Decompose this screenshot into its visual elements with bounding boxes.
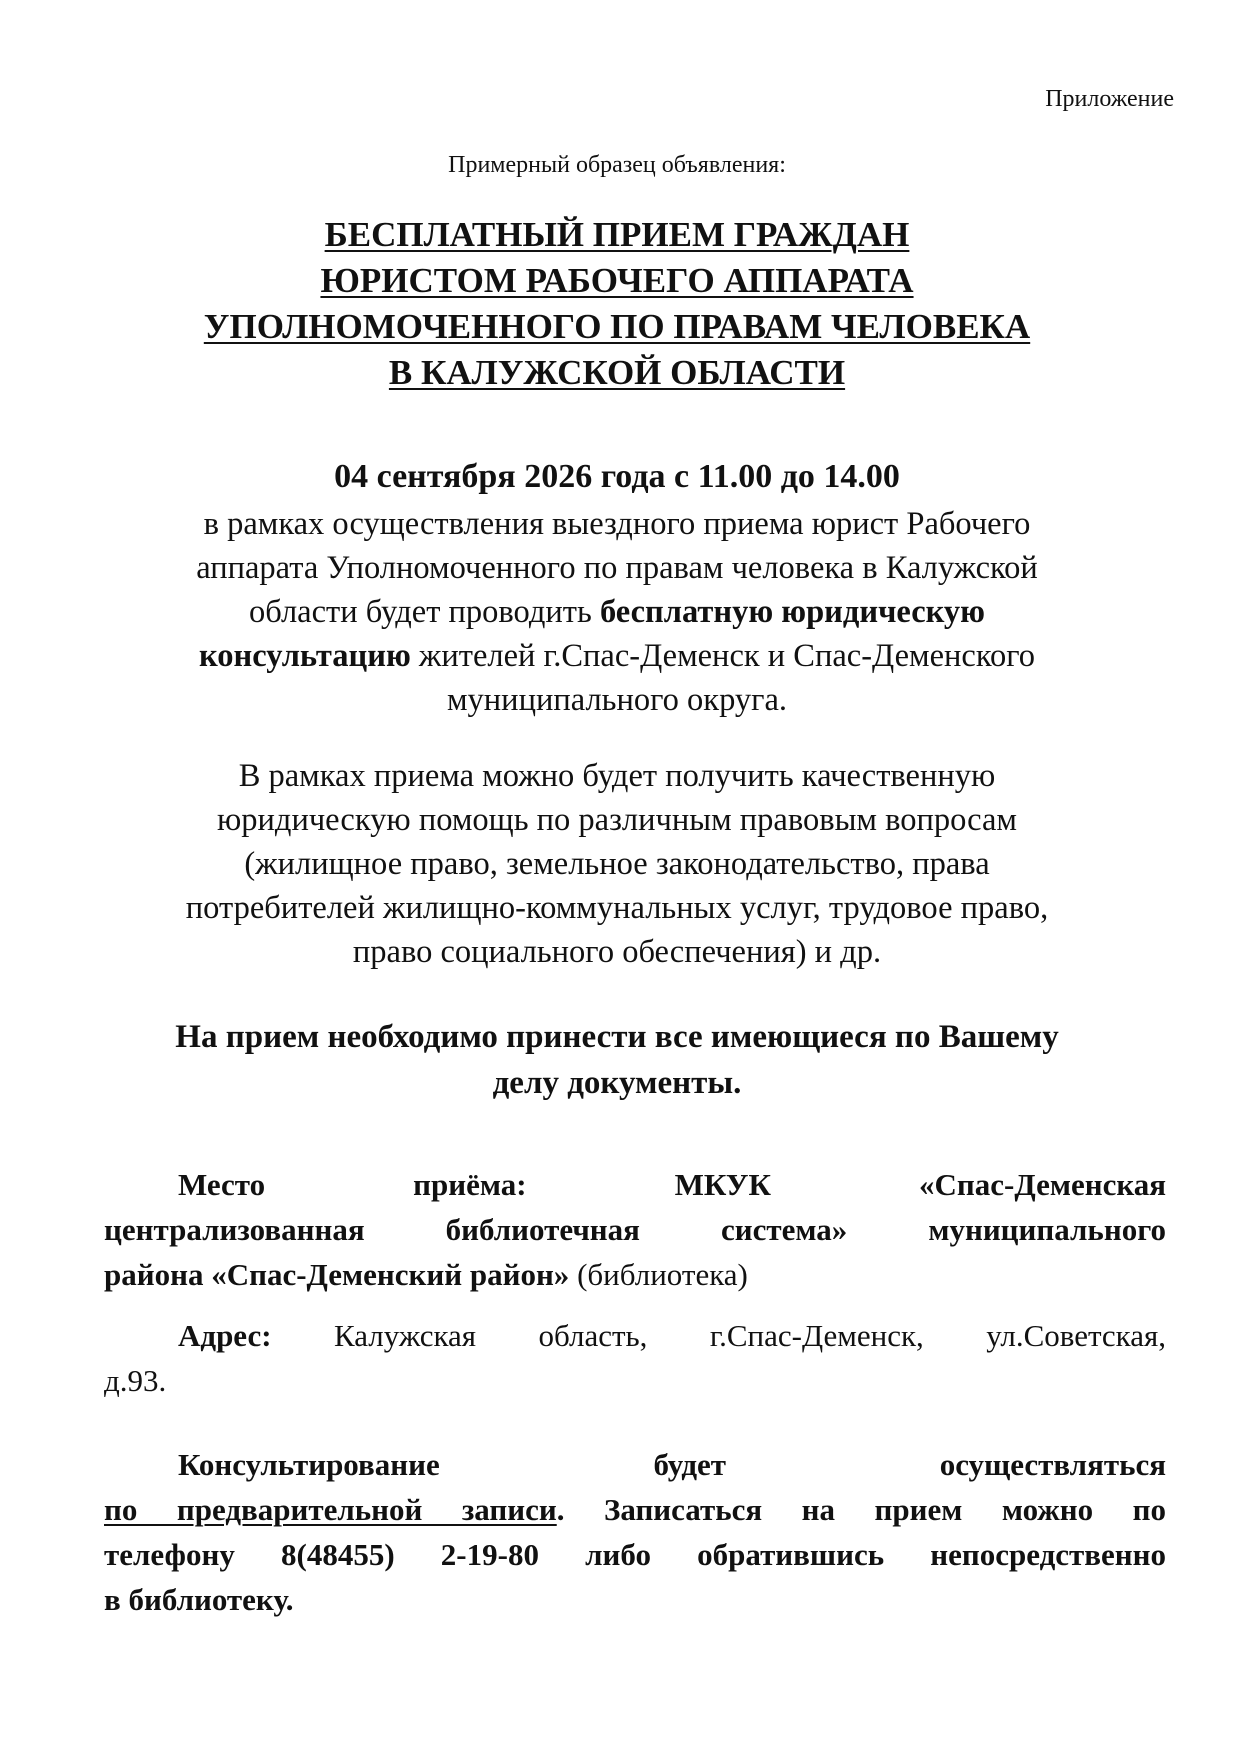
- intro-line: аппарата Уполномоченного по правам человека в Калужской: [196, 550, 1038, 586]
- preregistration-text: по предварительной записи: [104, 1492, 557, 1527]
- schedule-datetime: 04 сентября 2026 года с 11.00 до 14.00: [334, 458, 900, 495]
- help-line: потребителей жилищно-коммунальных услуг, трудовое право,: [185, 890, 1049, 926]
- bring-documents-notice: [0, 1014, 1234, 1106]
- place-emphasis: района «Спас-Деменский район»: [104, 1257, 570, 1292]
- appendix-label: Приложение: [1045, 86, 1174, 112]
- intro-emphasis: бесплатную юридическую: [599, 594, 986, 630]
- consult-line: [104, 1487, 1166, 1532]
- consult-line: телефону 8(48455) 2-19-80 либо обратившись непосредственно: [104, 1537, 1166, 1572]
- announcement-title: [0, 212, 1234, 396]
- intro-paragraph: [0, 502, 1234, 722]
- place-line: централизованная библиотечная система» муниципального: [104, 1212, 1166, 1247]
- intro-emphasis: консультацию: [198, 638, 411, 674]
- intro-line: в рамках осуществления выездного приема юрист Рабочего: [203, 506, 1031, 542]
- consult-line: Консультирование будет осуществляться: [178, 1447, 1166, 1482]
- help-line: право социального обеспечения) и др.: [352, 934, 882, 970]
- title-line: УПОЛНОМОЧЕННОГО ПО ПРАВАМ ЧЕЛОВЕКА: [203, 307, 1031, 346]
- address-line: д.93.: [104, 1363, 167, 1398]
- address-label: Адрес:: [178, 1318, 272, 1353]
- address-paragraph: [104, 1313, 1166, 1403]
- consult-line: в библиотеку.: [104, 1582, 294, 1617]
- title-line: ЮРИСТОМ РАБОЧЕГО АППАРАТА: [320, 261, 914, 300]
- place-line: [104, 1252, 1166, 1297]
- place-text: (библиотека): [569, 1257, 748, 1292]
- intro-text: жителей г.Спас-Деменск и Спас-Деменского: [410, 638, 1036, 674]
- place-line: Место приёма: МКУК «Спас-Деменская: [178, 1167, 1166, 1202]
- help-line: В рамках приема можно будет получить качественную: [238, 758, 996, 794]
- sample-note: Примерный образец объявления:: [448, 152, 786, 178]
- bring-line: делу документы.: [492, 1065, 742, 1101]
- address-text: Калужская область, г.Спас-Деменск, ул.Советская,: [271, 1318, 1166, 1353]
- consult-text: . Записаться на прием можно по: [556, 1492, 1166, 1527]
- intro-line: [0, 590, 1234, 634]
- bring-line: На прием необходимо принести все имеющиеся по Вашему: [175, 1019, 1059, 1055]
- intro-text: области будет проводить: [248, 594, 600, 630]
- help-paragraph: [0, 754, 1234, 974]
- intro-line: муниципального округа.: [446, 682, 788, 718]
- place-paragraph: [104, 1162, 1166, 1297]
- intro-line: [0, 634, 1234, 678]
- address-line: [104, 1313, 1166, 1358]
- help-line: (жилищное право, земельное законодательство, права: [244, 846, 990, 882]
- help-line: юридическую помощь по различным правовым вопросам: [216, 802, 1017, 838]
- consultation-paragraph: [104, 1442, 1166, 1622]
- title-line: БЕСПЛАТНЫЙ ПРИЕМ ГРАЖДАН: [324, 215, 910, 254]
- title-line: В КАЛУЖСКОЙ ОБЛАСТИ: [388, 353, 846, 392]
